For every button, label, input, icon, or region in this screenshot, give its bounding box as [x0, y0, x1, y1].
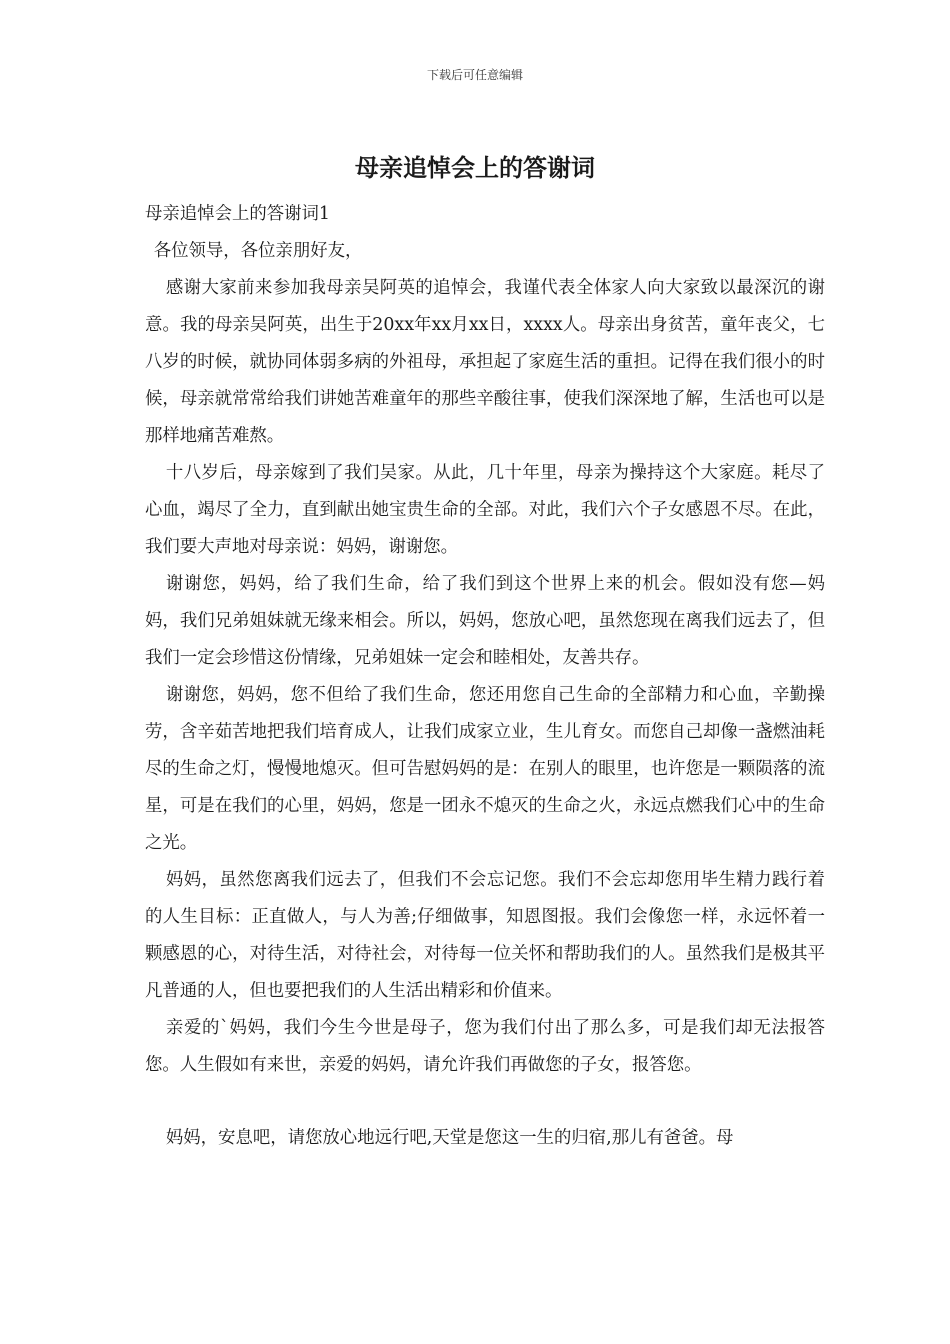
paragraph-2: 十八岁后，母亲嫁到了我们吴家。从此，几十年里，母亲为操持这个大家庭。耗尽了心血，竭尽了全力，直到献出她宝贵生命的全部。对此，我们六个子女感恩不尽。在此，我们要大声地对母亲说：妈妈，谢谢您。: [145, 463, 825, 557]
header-note: 下载后可任意编辑: [426, 68, 523, 82]
greeting: 各位领导，各位亲朋好友，: [153, 241, 363, 261]
paragraph-4: 谢谢您，妈妈，您不但给了我们生命，您还用您自己生命的全部精力和心血，辛勤操劳，含辛茹苦地把我们培育成人，让我们成家立业，生儿育女。而您自己却像一盏燃油耗尽的生命之灯，慢慢地熄灭。但可告慰妈妈的是：在别人的眼里，也许您是一颗陨落的流星，可是在我们的心里，妈妈，您是一团永不熄灭的生命之火，永远点燃我们心中的生命之光。: [145, 685, 825, 853]
paragraph-5: 妈妈，虽然您离我们远去了，但我们不会忘记您。我们不会忘却您用毕生精力践行着的人生目标：正直做人，与人为善;仔细做事，知恩图报。我们会像您一样，永远怀着一颗感恩的心，对待生活，对待社会，对待每一位关怀和帮助我们的人。虽然我们是极其平凡普通的人，但也要把我们的人生活出精彩和价值来。: [145, 870, 825, 1001]
paragraph-1: 感谢大家前来参加我母亲吴阿英的追悼会，我谨代表全体家人向大家致以最深沉的谢意。我的母亲吴阿英，出生于20xx年xx月xx日，xxxx人。母亲出身贫苦，童年丧父，七八岁的时候，就协同体弱多病的外祖母，承担起了家庭生活的重担。记得在我们很小的时候，母亲就常常给我们讲她苦难童年的那些辛酸往事，使我们深深地了解，生活也可以是那样地痛苦难熬。: [145, 278, 825, 446]
document-title: 母亲追悼会上的答谢词: [355, 153, 595, 182]
paragraph-6: 亲爱的`妈妈，我们今生今世是母子，您为我们付出了那么多，可是我们却无法报答您。人生假如有来世，亲爱的妈妈，请允许我们再做您的子女，报答您。: [145, 1018, 825, 1075]
document-body: [145, 196, 825, 1157]
paragraph-3: 谢谢您，妈妈，给了我们生命，给了我们到这个世界上来的机会。假如没有您—妈妈，我们兄弟姐妹就无缘来相会。所以，妈妈，您放心吧，虽然您现在离我们远去了，但我们一定会珍惜这份情缘，兄弟姐妹一定会和睦相处，友善共存。: [145, 574, 825, 668]
document-subtitle: 母亲追悼会上的答谢词1: [145, 204, 330, 224]
paragraph-7: 妈妈，安息吧，请您放心地远行吧,天堂是您这一生的归宿,那儿有爸爸。母: [165, 1128, 734, 1148]
